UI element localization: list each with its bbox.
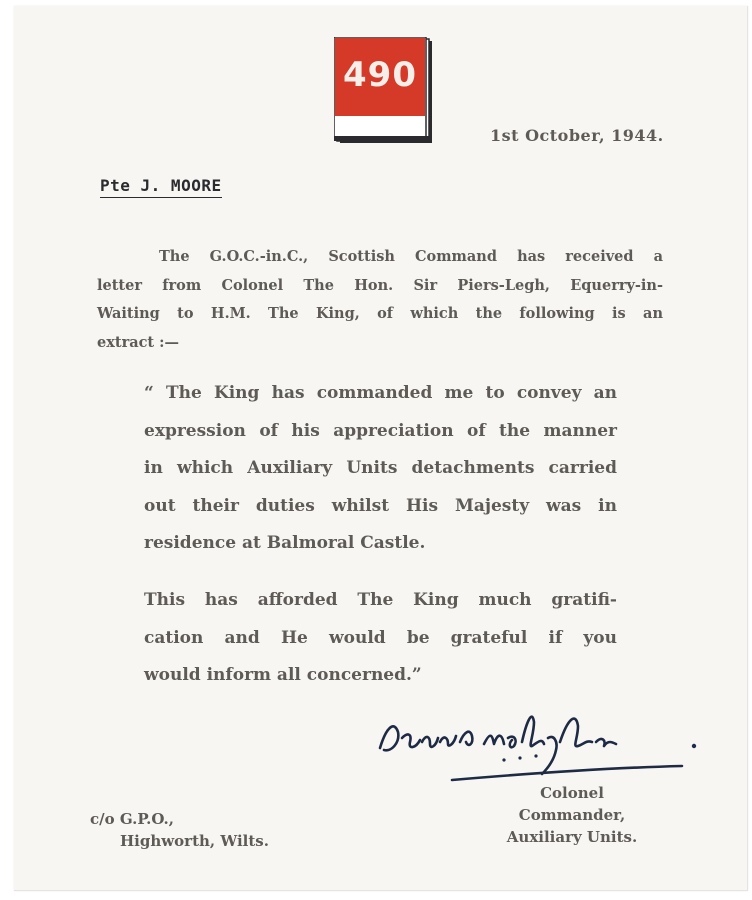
quote-line: would inform all concerned.”	[144, 665, 422, 685]
address-line: c/o G.P.O.,	[90, 810, 174, 828]
quote-line: residence at Balmoral Castle.	[144, 533, 426, 553]
return-address	[90, 808, 269, 852]
letter-date: 1st October, 1944.	[490, 126, 664, 145]
quote-paragraph-2	[144, 582, 617, 695]
quote-paragraph-1	[144, 375, 617, 563]
intro-line: letter from Colonel The Hon. Sir Piers-Legh, Equerry-in-	[97, 276, 663, 294]
address-line: Highworth, Wilts.	[120, 832, 269, 850]
recipient-name: Pte J. MOORE	[100, 176, 222, 198]
signatory-rank: Colonel	[540, 784, 604, 802]
unit-logo	[334, 37, 434, 143]
quote-line: This has afforded The King much gratifi-	[144, 590, 617, 610]
quote-line: cation and He would be grateful if you	[144, 627, 617, 648]
intro-line: extract :—	[97, 333, 180, 351]
signatory-block	[478, 782, 666, 848]
intro-paragraph	[97, 243, 663, 357]
signatory-unit: Auxiliary Units.	[506, 828, 638, 846]
logo-number: 490	[343, 55, 417, 95]
quote-line: out their duties whilst His Majesty was in	[144, 495, 617, 516]
intro-line: The G.O.C.-in.C., Scottish Command has received a	[159, 248, 663, 265]
intro-line: Waiting to H.M. The King, of which the following is an	[97, 305, 663, 322]
quote-line: “ The King has commanded me to convey an	[144, 383, 617, 403]
signatory-title: Commander,	[518, 806, 626, 824]
quote-line: in which Auxiliary Units detachments carried	[144, 458, 617, 478]
handwritten-signature	[372, 698, 702, 788]
quote-line: expression of his appreciation of the manner	[144, 420, 617, 441]
